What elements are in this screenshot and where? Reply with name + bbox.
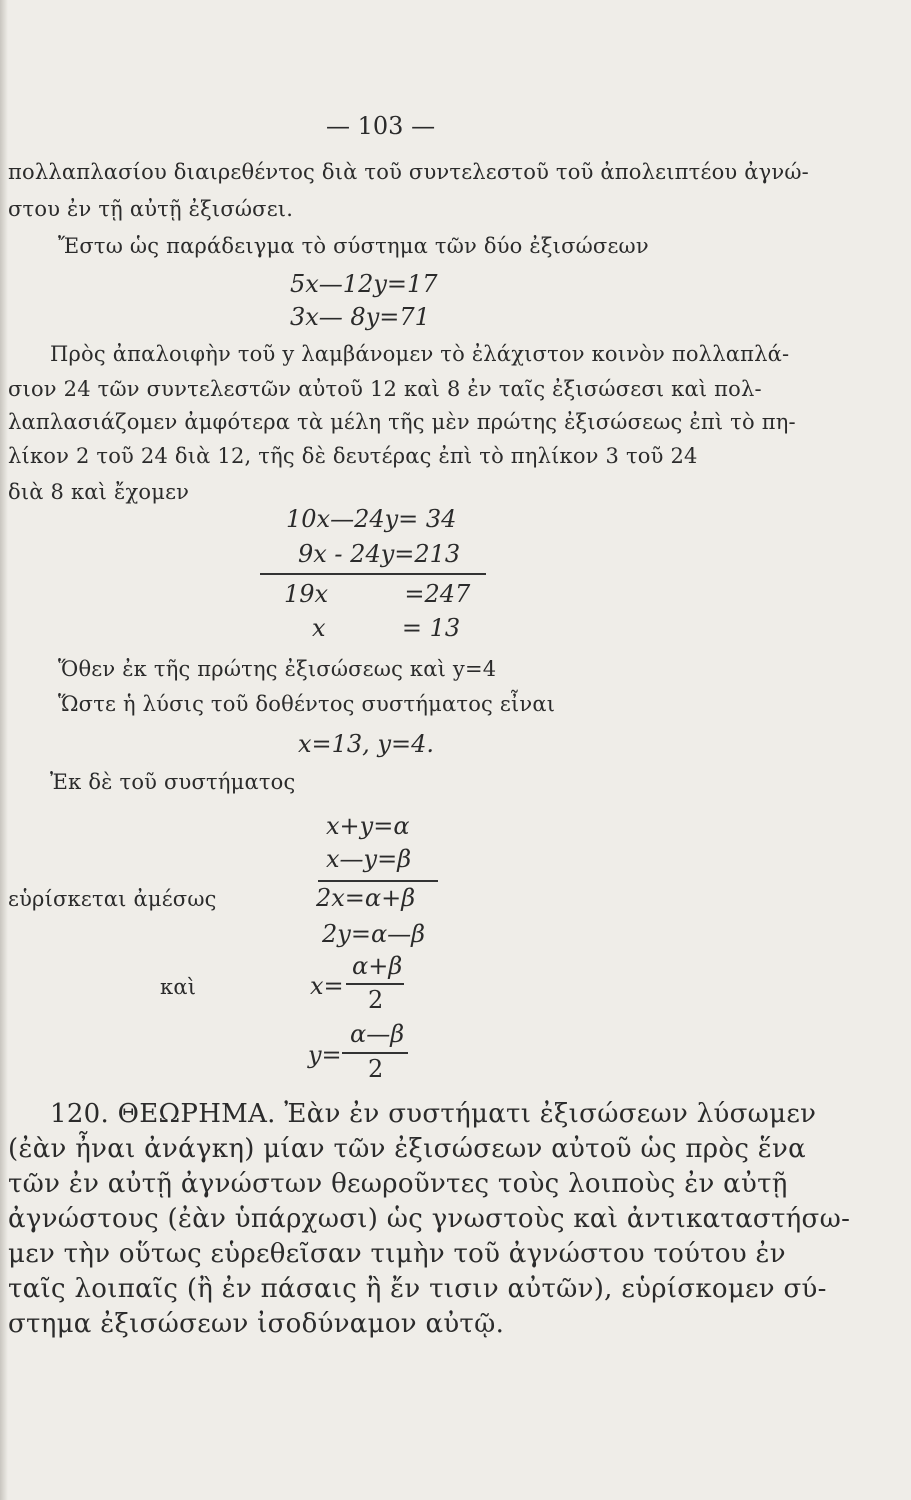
system2-x-value: x = 13 — [312, 614, 461, 642]
page-number: — 103 — — [326, 112, 436, 140]
system1-eq2: 3x— 8y=71 — [290, 303, 430, 331]
theorem-line-2: (ἐὰν ἦναι ἀνάγκη) μίαν τῶν ἐξισώσεων αὐτοῦ ὡς πρὸς ἕνα — [8, 1134, 806, 1164]
system2-eq1: 10x—24y= 34 — [286, 505, 457, 533]
system3-result-2: 2y=α—β — [322, 920, 426, 948]
frac-x-bar — [346, 983, 404, 985]
theorem-line-6: ταῖς λοιπαῖς (ἢ ἐν πάσαις ἢ ἔν τισιν αὐτῶν), εὑρίσκομεν σύ- — [8, 1274, 827, 1304]
solution-values: x=13, y=4. — [298, 730, 435, 758]
system1-eq1: 5x—12y=17 — [290, 270, 438, 298]
found-label: εὑρίσκεται ἀμέσως — [8, 887, 217, 911]
theorem-line-4: ἀγνώστους (ἐὰν ὑπάρχωσι) ὡς γνωστοὺς καὶ ἀντικαταστήσω- — [8, 1204, 851, 1234]
theorem-line-1: 120. ΘΕΩΡΗΜΑ. Ἐὰν ἐν συστήματι ἐξισώσεων λύσωμεν — [50, 1099, 817, 1129]
system3-eq1: x+y=α — [326, 812, 410, 840]
and-label: καὶ — [160, 975, 197, 999]
paragraph1-line-2: σιον 24 τῶν συντελεστῶν αὐτοῦ 12 καὶ 8 ἐν ταῖς ἐξισώσεσι καὶ πολ- — [8, 377, 762, 401]
system3-eq2: x—y=β — [326, 845, 412, 873]
system2-sum-rule — [260, 573, 486, 575]
theorem-line-3: τῶν ἐν αὐτῇ ἀγνώστων θεωροῦντες τοὺς λοιποὺς ἐν αὐτῇ — [8, 1169, 788, 1199]
frac-y-bar — [342, 1052, 408, 1054]
paragraph1-line-1: Πρὸς ἀπαλοιφὴν τοῦ y λαμβάνομεν τὸ ἐλάχιστον κοινὸν πολλαπλά- — [50, 342, 790, 366]
example-line: Ἔστω ὡς παράδειγμα τὸ σύστημα τῶν δύο ἐξισώσεων — [58, 234, 649, 258]
intro-line-2: στου ἐν τῇ αὐτῇ ἐξισώσει. — [8, 197, 294, 221]
system3-result-1: 2x=α+β — [316, 884, 416, 912]
system2-sum: 19x =247 — [284, 580, 471, 608]
system3-rule — [318, 880, 438, 882]
frac-y-lhs: y= — [308, 1041, 342, 1069]
solution-line: Ὥστε ἡ λύσις τοῦ δοθέντος συστήματος εἶναι — [58, 692, 556, 716]
from-system-line: Ἐκ δὲ τοῦ συστήματος — [50, 770, 296, 794]
system2-eq2: 9x - 24y=213 — [298, 540, 461, 568]
frac-y-denominator: 2 — [368, 1055, 384, 1083]
paragraph1-line-4: λίκον 2 τοῦ 24 διὰ 12, τῆς δὲ δευτέρας ἐπὶ τὸ πηλίκον 3 τοῦ 24 — [8, 444, 698, 468]
frac-y-numerator: α—β — [350, 1020, 405, 1048]
theorem-line-5: μεν τὴν οὕτως εὑρεθεῖσαν τιμὴν τοῦ ἀγνώστου τούτου ἐν — [8, 1239, 786, 1269]
whence-line: Ὅθεν ἐκ τῆς πρώτης ἐξισώσεως καὶ y=4 — [58, 657, 497, 681]
frac-x-lhs: x= — [310, 972, 344, 1000]
page-edge-shadow — [0, 0, 8, 1500]
frac-x-numerator: α+β — [352, 952, 403, 980]
intro-line-1: πολλαπλασίου διαιρεθέντος διὰ τοῦ συντελεστοῦ τοῦ ἀπολειπτέου ἀγνώ- — [8, 160, 809, 184]
paragraph1-line-5: διὰ 8 καὶ ἔχομεν — [8, 480, 190, 504]
frac-x-denominator: 2 — [368, 986, 384, 1014]
paragraph1-line-3: λαπλασιάζομεν ἀμφότερα τὰ μέλη τῆς μὲν πρώτης ἐξισώσεως ἐπὶ τὸ πη- — [8, 410, 796, 434]
theorem-line-7: στημα ἐξισώσεων ἰσοδύναμον αὐτῷ. — [8, 1309, 505, 1339]
